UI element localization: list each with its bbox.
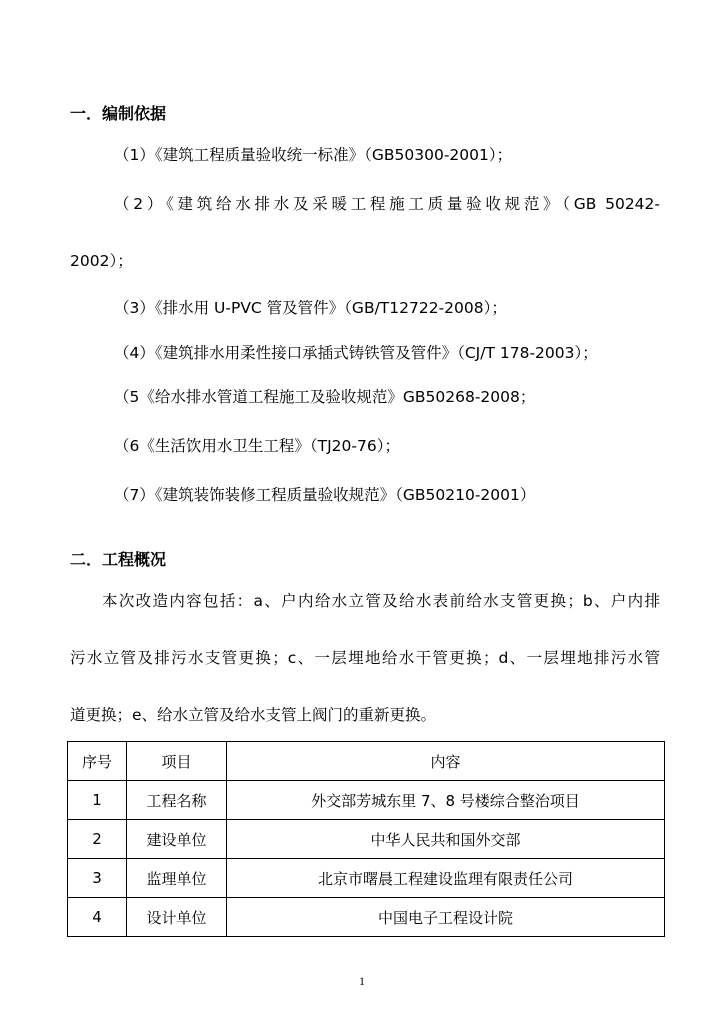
cell-content: 中国电子工程设计院: [227, 898, 665, 937]
cell-index: 1: [68, 781, 127, 820]
overview-paragraph-line-1: 本次改造内容包括：a、户内给水立管及给水表前给水支管更换；b、户内排: [102, 592, 660, 610]
reference-item-4: （4）《建筑排水用柔性接口承插式铸铁管及管件》（CJ/T 178-2003）；: [114, 344, 598, 362]
table-header-row: [68, 742, 665, 781]
cell-item: 工程名称: [127, 781, 227, 820]
cell-content: 北京市曙晨工程建设监理有限责任公司: [227, 859, 665, 898]
section-heading-basis: 一．编制依据: [70, 104, 167, 123]
cell-content: 中华人民共和国外交部: [227, 820, 665, 859]
cell-content: 外交部芳城东里 7、8 号楼综合整治项目: [227, 781, 665, 820]
reference-item-7: （7）《建筑装饰装修工程质量验收规范》（GB50210-2001）: [114, 486, 536, 504]
reference-item-6: （6《生活饮用水卫生工程》（TJ20-76）；: [114, 437, 400, 455]
reference-item-2: （2）《建筑给水排水及采暖工程施工质量验收规范》（GB 50242-: [114, 195, 660, 213]
cell-item: 监理单位: [127, 859, 227, 898]
section-heading-overview: 二．工程概况: [70, 550, 167, 569]
overview-paragraph-line-2: 污水立管及排污水支管更换；c、一层埋地给水干管更换；d、一层埋地排污水管: [70, 649, 660, 667]
project-info-table: [67, 741, 665, 937]
cell-index: 2: [68, 820, 127, 859]
header-index: 序号: [68, 742, 127, 781]
table-row: [68, 859, 665, 898]
overview-paragraph-line-3: 道更换；e、给水立管及给水支管上阀门的重新更换。: [70, 706, 437, 724]
cell-index: 4: [68, 898, 127, 937]
page-number: 1: [359, 974, 365, 988]
table-row: [68, 898, 665, 937]
table-row: [68, 781, 665, 820]
table-row: [68, 820, 665, 859]
reference-item-1: （1）《建筑工程质量验收统一标准》（GB50300-2001）；: [114, 146, 513, 164]
reference-item-2-continued: 2002）；: [70, 252, 133, 270]
cell-item: 设计单位: [127, 898, 227, 937]
reference-item-3: （3）《排水用 U-PVC 管及管件》（GB/T12722-2008）；: [114, 299, 507, 317]
reference-item-5: （5《给水排水管道工程施工及验收规范》GB50268-2008；: [114, 388, 536, 406]
cell-index: 3: [68, 859, 127, 898]
cell-item: 建设单位: [127, 820, 227, 859]
header-content: 内容: [227, 742, 665, 781]
header-item: 项目: [127, 742, 227, 781]
